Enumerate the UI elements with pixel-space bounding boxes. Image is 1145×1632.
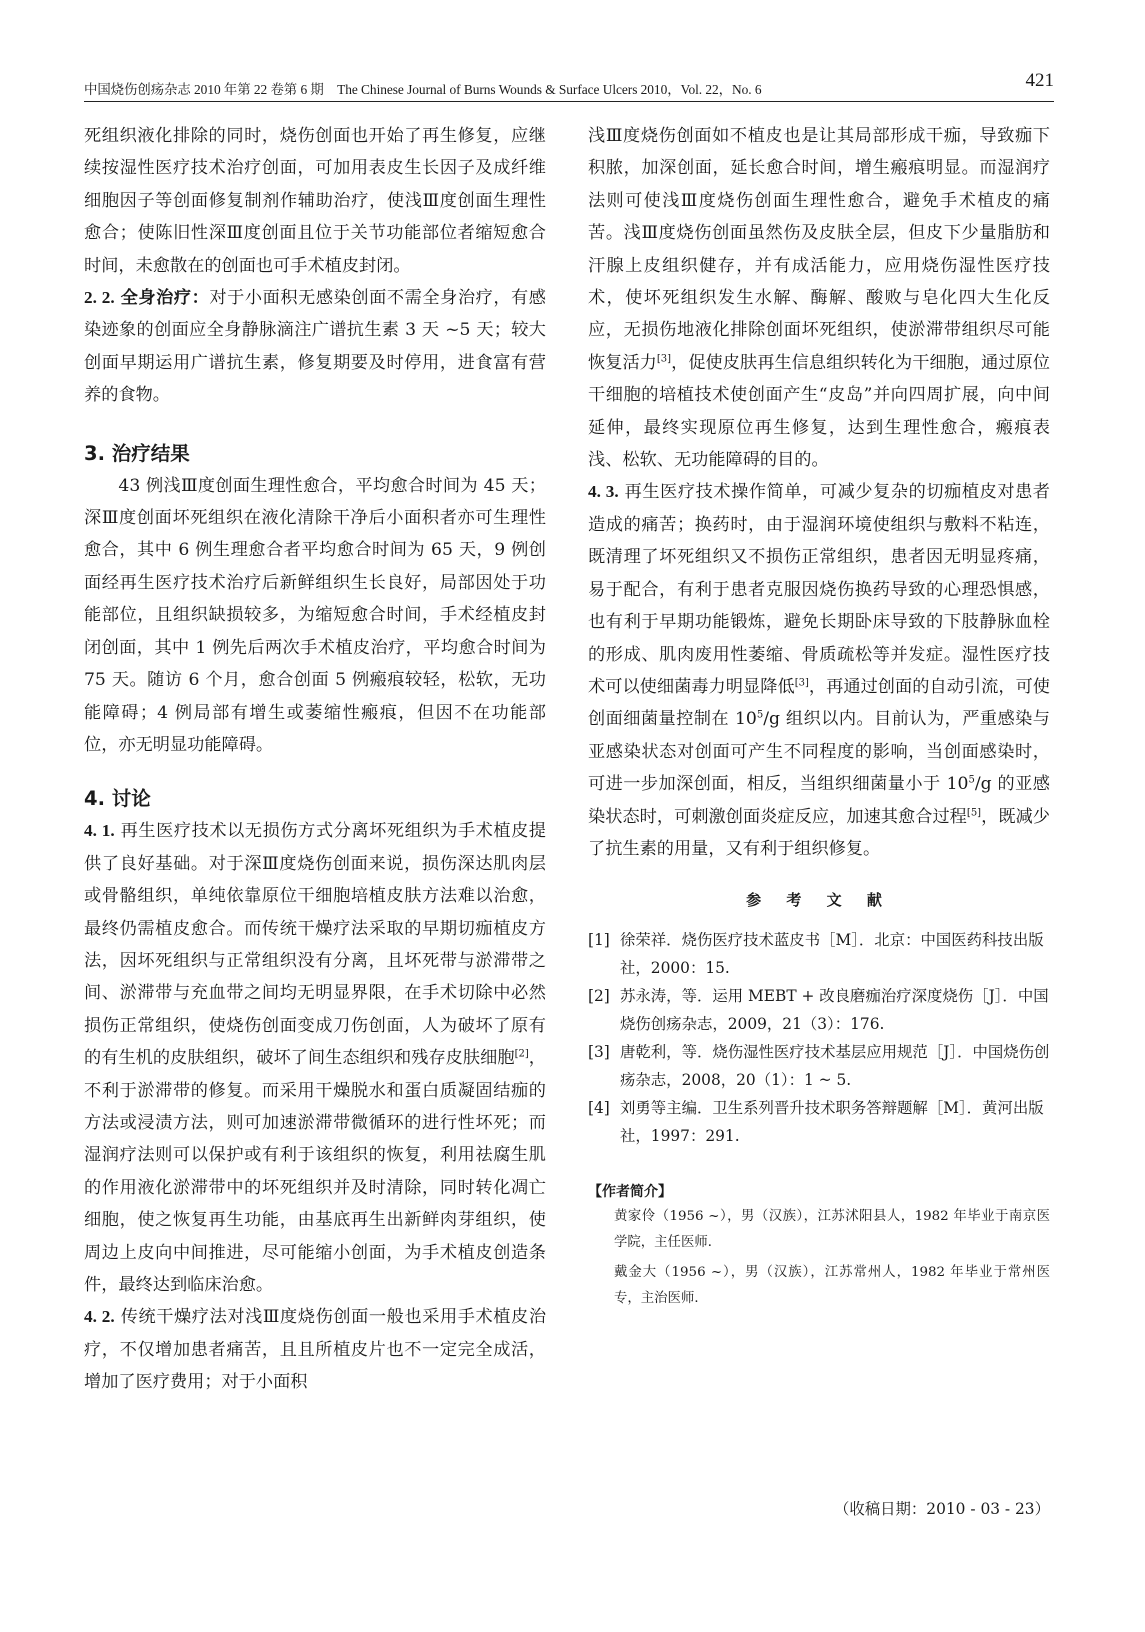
section-body-b: ，再通过创面的自动引流，可使创面细菌量控制在 10: [588, 676, 1050, 730]
section-3-heading: 3. 治疗结果: [84, 441, 190, 465]
citation-ref: [2]: [514, 1048, 529, 1060]
continued-paragraph: [588, 120, 1050, 476]
section-body-d: /g 的亚感染状态时，可刺激创面炎症反应，加速其愈合过程: [588, 774, 1050, 827]
reference-text: 唐乾利，等．烧伤湿性医疗技术基层应用规范［J］．中国烧伤创疡杂志，2008，20（1）：1 ~ 5.: [620, 1043, 1050, 1090]
section-number: 4. 3.: [588, 482, 619, 502]
section-number: 2. 2.: [84, 288, 115, 308]
section-4-3: [588, 476, 1050, 865]
received-date: （收稿日期：2010 - 03 - 23）: [833, 1500, 1050, 1518]
section-4-2: [84, 1301, 546, 1398]
section-body-a: 再生医疗技术以无损伤方式分离坏死组织为手术植皮提供了良好基础。对于深Ⅲ度烧伤创面来说，损伤深达肌肉层或骨骼组织，单纯依靠原位干细胞培植皮肤方法难以治愈，最终仍需植皮愈合。而传统干燥疗法采取的早期切痂植皮方法，因坏死组织与正常组织没有分离，且坏死带与淤滞带之间、淤滞带与充血带之间均无明显界限，在手术切除中必然损伤正常组织，使烧伤创面变成刀伤创面，人为破坏了原有的有生机的皮肤组织，破坏了间生态组织和残存皮肤细胞: [84, 821, 546, 1069]
exponent: 5: [756, 709, 764, 721]
author-heading: 【作者简介】: [588, 1184, 672, 1201]
reference-text: 刘勇等主编．卫生系列晋升技术职务答辩题解［M］．黄河出版社，1997：291.: [620, 1099, 1044, 1146]
paragraph-text-a: 浅Ⅲ度烧伤创面如不植皮也是让其局部形成干痂，导致痂下积脓，加深创面，延长愈合时间，增生瘢痕明显。而湿润疗法则可使浅Ⅲ度烧伤创面生理性愈合，避免手术植皮的痛苦。浅Ⅲ度烧伤创面虽然伤及皮肤全层，但皮下少量脂肪和汗腺上皮组织健存，并有成活能力，应用烧伤湿性医疗技术，使坏死组织发生水解、酶解、酸败与皂化四大生化反应，无损伤地液化排除创面坏死组织，使淤滞带组织尽可能恢复活力: [588, 126, 1050, 373]
reference-text: 徐荣祥．烧伤医疗技术蓝皮书［M］．北京：中国医药科技出版社，2000：15.: [620, 931, 1044, 978]
journal-citation: 中国烧伤创疡杂志 2010 年第 22 卷第 6 期 The Chinese Journal of Burns Wounds & Surface Ulcers 2010，Vol. 22，No. 6: [84, 82, 762, 97]
section-4-1: [84, 815, 546, 1301]
section-body: 传统干燥疗法对浅Ⅲ度烧伤创面一般也采用手术植皮治疗，不仅增加患者痛苦，且且所植皮片也不一定完全成活，增加了医疗费用；对于小面积: [84, 1307, 547, 1393]
reference-number: [2]: [588, 987, 610, 1006]
author-bio: 黄家伶（1956 ~），男（汉族），江苏沭阳县人，1982 年毕业于南京医学院，主任医师．: [614, 1209, 1050, 1251]
header-rule: [84, 101, 1054, 102]
results-paragraph: 43 例浅Ⅲ度创面生理性愈合，平均愈合时间为 45 天；深Ⅲ度创面坏死组织在液化清除干净后小面积者亦可生理性愈合，其中 6 例生理愈合者平均愈合时间为 65 天，9 例创面经再生医疗技术治疗后新鲜组织生长良好，局部因处于功能部位，且组织缺损较多，为缩短愈合时间，手术经植皮封闭创面，其中 1 例先后两次手术植皮治疗，平均愈合时间为 75 天。随访 6 个月，愈合创面 5 例瘢痕较轻，松软，无功能障碍；4 例局部有增生或萎缩性瘢痕，但因不在功能部位，亦无明显功能障碍。: [84, 475, 546, 755]
reference-number: [4]: [588, 1099, 610, 1118]
section-number: 4. 1.: [84, 821, 115, 841]
reference-list: [588, 926, 1050, 1150]
page-number: 421: [1025, 70, 1054, 91]
citation-ref: [3]: [656, 353, 672, 365]
section-2-2: [84, 282, 546, 412]
reference-item: [588, 1094, 1050, 1150]
section-body-a: 再生医疗技术操作简单，可减少复杂的切痂植皮对患者造成的痛苦；换药时，由于湿润环境使组织与敷料不粘连，既清理了坏死组织又不损伤正常组织，患者因无明显疼痛，易于配合，有利于患者克服因烧伤换药导致的心理恐惧感，也有利于早期功能锻炼，避免长期卧床导致的下肢静脉血栓的形成、肌肉废用性萎缩、骨质疏松等并发症。湿性医疗技术可以使细菌毒力明显降低: [588, 482, 1050, 697]
citation-ref: [3]: [794, 677, 809, 689]
section-body: 对于小面积无感染创面不需全身治疗，有感染迹象的创面应全身静脉滴注广谱抗生素 3 天 ~5 天；较大创面早期运用广谱抗生素，修复期要及时停用，进食富有营养的食物。: [84, 288, 546, 406]
section-body-e: ，既减少了抗生素的用量，又有利于组织修复。: [588, 806, 1050, 859]
continued-paragraph: 死组织液化排除的同时，烧伤创面也开始了再生修复，应继续按湿性医疗技术治疗创面，可加用表皮生长因子及成纤维细胞因子等创面修复制剂作辅助治疗，使浅Ⅲ度创面生理性愈合；使陈旧性深Ⅲ度创面且位于关节功能部位者缩短愈合时间，未愈散在的创面也可手术植皮封闭。: [84, 126, 546, 276]
reference-text: 苏永涛，等．运用 MEBT + 改良磨痂治疗深度烧伤［J］．中国烧伤创疡杂志，2009，21（3）：176.: [620, 987, 1049, 1034]
author-info: [588, 1180, 1050, 1312]
section-4-heading: 4. 讨论: [84, 787, 151, 811]
left-column: [84, 120, 546, 1399]
section-body-b: ，不利于淤滞带的修复。而采用干燥脱水和蛋白质凝固结痂的方法或浸渍方法，则可加速淤滞带微循环的进行性坏死；而湿润疗法则可以保护或有利于该组织的恢复，利用祛腐生肌的作用液化淤滞带中的坏死组织并及时清除，同时转化凋亡细胞，使之恢复再生功能，由基底再生出新鲜肉芽组织，使周边上皮向中间推进，尽可能缩小创面，为手术植皮创造条件，最终达到临床治愈。: [84, 1048, 546, 1295]
section-number: 4. 2.: [84, 1307, 115, 1327]
paragraph-text-b: ，促使皮肤再生信息组织转化为干细胞，通过原位干细胞的培植技术使创面产生“皮岛”并向四周扩展，向中间延伸，最终实现原位再生修复，达到生理性愈合，瘢痕表浅、松软、无功能障碍的目的。: [588, 352, 1050, 471]
reference-item: [588, 982, 1050, 1038]
reference-item: [588, 926, 1050, 982]
section-body-c: /g 组织以内。目前认为，严重感染与亚感染状态对创面可产生不同程度的影响，当创面感染时，可进一步加深创面，相反，当组织细菌量小于 10: [588, 709, 1050, 795]
references-title: 参 考 文 献: [746, 891, 892, 910]
reference-item: [588, 1038, 1050, 1094]
section-title: 全身治疗：: [120, 288, 210, 309]
reference-number: [1]: [588, 931, 610, 950]
citation-ref: [5]: [966, 806, 982, 818]
right-column: [588, 120, 1050, 1518]
running-header: [84, 72, 1054, 102]
exponent: 5: [968, 774, 975, 786]
reference-number: [3]: [588, 1043, 610, 1062]
author-bio: 戴金大（1956 ~），男（汉族），江苏常州人，1982 年毕业于常州医专，主治医师．: [614, 1265, 1050, 1307]
